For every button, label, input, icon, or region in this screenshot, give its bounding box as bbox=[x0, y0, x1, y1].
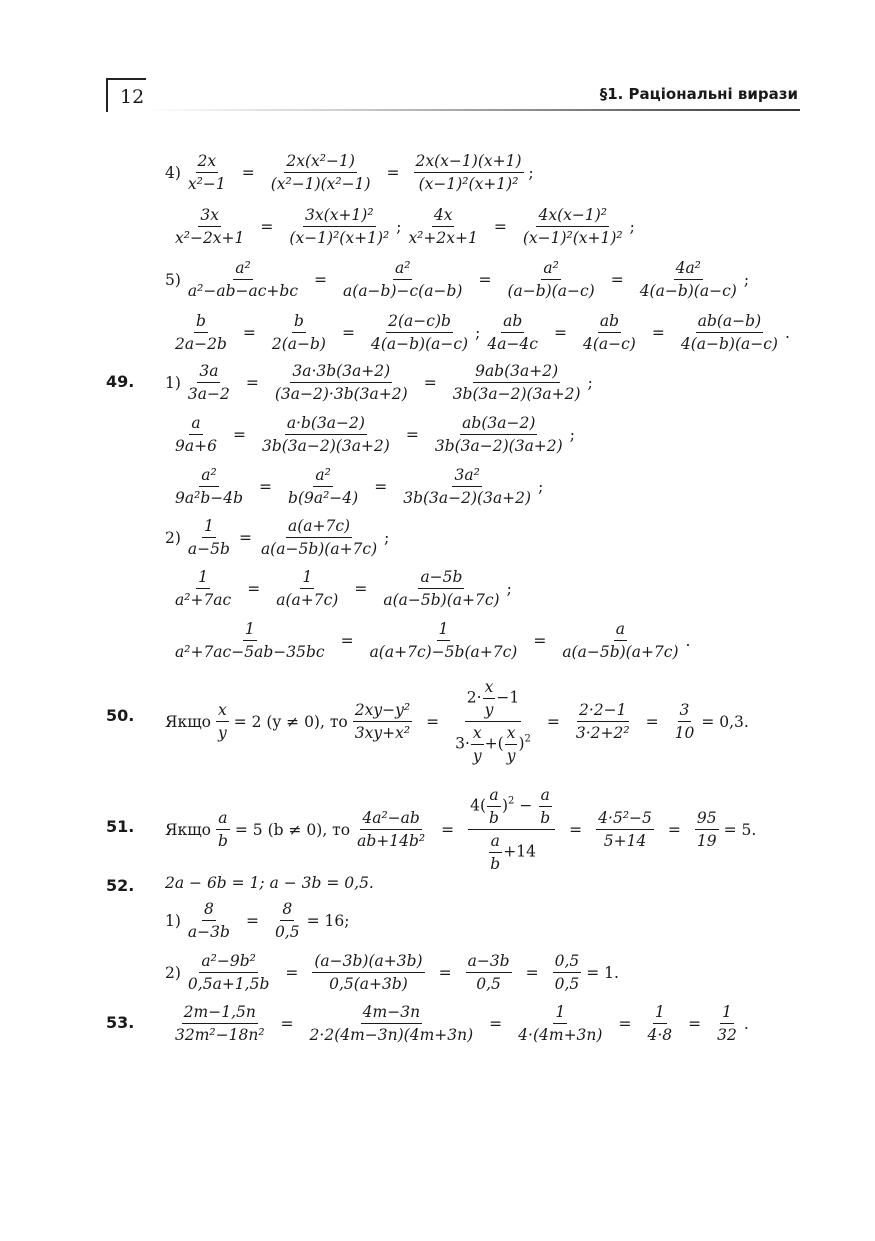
fraction: $\frac{0,5}{0,5}$ bbox=[554, 952, 580, 993]
eq-49-line-3: $\frac{\text{a²}}{\text{9a²b−4b}}$ = $\frac{\text{a²}}{\text{b(9a²−4)}}$ = $\frac{\text{3a²}}{3b(3a-2)(3a+2)}$ ; bbox=[175, 466, 544, 507]
fraction: $\frac{\text{4a²−ab}}{\text{ab+14b²}}$ bbox=[357, 809, 426, 850]
fraction: $\frac{4m-3n}{2\cdot 2(4m-3n)(4m+3n)}$ bbox=[309, 1003, 474, 1044]
eq-4-line-2: $\frac{3x}{\text{x²−2x+1}}$ = $\frac{\text{3x(x+1)²}}{\text{(x−1)²(x+1)²}}$ ; $\frac{4x}{\text{x²+2x+1}}$ = $\frac{\text{4x(x−1)²}}{\text{(x−1)²(x+1)²}}$ ; bbox=[175, 206, 635, 247]
fraction: $\frac{\text{2xy−y²}}{\text{3xy+x²}}$ bbox=[354, 701, 411, 742]
eq-52-line-3: 2) $\frac{\text{a²−9b²}}{0,5a+1,5b}$ = $\frac{(a-3b)(a+3b)}{0,5(a+3b)}$ = $\frac{a-3b}{0,5}$ = $\frac{0,5}{0,5}$ = 1. bbox=[165, 952, 619, 993]
fraction: $\frac{a-3b}{0,5}$ bbox=[467, 952, 510, 993]
fraction: $\frac{a}{a(a-5b)(a+7c)}$ bbox=[562, 620, 679, 661]
fraction: $\frac{\text{4x(x−1)²}}{\text{(x−1)²(x+1)²}}$ bbox=[522, 206, 623, 247]
fraction: $\frac{1}{4\cdot 8}$ bbox=[647, 1003, 673, 1044]
fraction: $\frac{\text{3a²}}{3b(3a-2)(3a+2)}$ bbox=[403, 466, 532, 507]
eq-5-line-1: 5) $\frac{\text{a²}}{\text{a²−ab−ac+bc}}$ = $\frac{\text{a²}}{a(a-b)-c(a-b)}$ = $\frac{\text{a²}}{(a-b)(a-c)}$ = $\frac{\text{4a²}}{4(a-b)(a-c)}$ ; bbox=[165, 259, 750, 300]
eq-51: Якщо $\frac{a}{b}$ = 5 (b ≠ 0), то $\frac{\text{4a²−ab}}{\text{ab+14b²}}$ = 4( $\frac{a}{b}$ )$^2$ − $\frac{a}{b}$ $\frac{a}{b}$ +14 = $\frac{\text{4·5²−5}}{5+14}$ = $\frac{95}{19}$ = 5. bbox=[165, 786, 757, 873]
header-rule bbox=[144, 109, 800, 111]
fraction: $\frac{1}{\text{a²+7ac}}$ bbox=[175, 568, 232, 609]
fraction: $\frac{b}{2a-2b}$ bbox=[175, 312, 227, 353]
eq-4-line-1: 4) $\frac{2x}{\text{x²−1}}$ = $\frac{\text{2x(x²−1)}}{\text{(x²−1)(x²−1)}}$ = $\frac{2x(x-1)(x+1)}{\text{(x−1)²(x+1)²}}$ ; bbox=[165, 152, 534, 193]
fraction: $\frac{ab}{4(a-c)}$ bbox=[582, 312, 636, 353]
eq-49-line-2: $\frac{a}{9a+6}$ = $\frac{a\cdot b(3a-2)}{3b(3a-2)(3a+2)}$ = $\frac{ab(3a-2)}{3b(3a-2)(3a+2)}$ ; bbox=[175, 414, 575, 455]
fraction: $\frac{4x}{\text{x²+2x+1}}$ bbox=[408, 206, 478, 247]
page-header bbox=[106, 78, 800, 112]
eq-49-line-5: $\frac{1}{\text{a²+7ac}}$ = $\frac{1}{a(a+7c)}$ = $\frac{a-5b}{a(a-5b)(a+7c)}$ ; bbox=[175, 568, 512, 609]
complex-fraction: 4( $\frac{a}{b}$ )$^2$ − $\frac{a}{b}$ $\frac{a}{b}$ +14 bbox=[468, 784, 555, 875]
fraction: $\frac{\text{a²}}{\text{b(9a²−4)}}$ bbox=[288, 466, 359, 507]
fraction: $\frac{ab}{4a-4c}$ bbox=[487, 312, 538, 353]
fraction: $\frac{(a-3b)(a+3b)}{0,5(a+3b)}$ bbox=[314, 952, 423, 993]
section-title: §1. Раціональні вирази bbox=[599, 85, 798, 103]
fraction: $\frac{3a\cdot 3b(3a+2)}{(3a-2)\cdot 3b(3a+2)}$ bbox=[274, 362, 408, 403]
fraction: $\frac{95}{19}$ bbox=[696, 809, 717, 850]
eq-49-line-1: 1) $\frac{3a}{3a-2}$ = $\frac{3a\cdot 3b(3a+2)}{(3a-2)\cdot 3b(3a+2)}$ = $\frac{9ab(3a+2)}{3b(3a-2)(3a+2)}$ ; bbox=[165, 362, 593, 403]
fraction: $\frac{1}{a(a+7c)-5b(a+7c)}$ bbox=[369, 620, 518, 661]
fraction: $\frac{a-5b}{a(a-5b)(a+7c)}$ bbox=[383, 568, 500, 609]
fraction: $\frac{x}{y}$ bbox=[217, 701, 227, 742]
fraction: $\frac{a(a+7c)}{a(a-5b)(a+7c)}$ bbox=[260, 517, 378, 558]
eq-49-line-4: 2) $\frac{1}{a-5b}$ = $\frac{a(a+7c)}{a(a-5b)(a+7c)}$ ; bbox=[165, 517, 390, 558]
eq-50: Якщо $\frac{x}{y}$ = 2 (y ≠ 0), то $\frac{\text{2xy−y²}}{\text{3xy+x²}}$ = 2· $\frac{x}{y}$ −1 3· $\frac{x}{y}$ +( $\frac{x}{y}$ )$^2$ = $\frac{2\cdot 2-1}{\text{3·2+2²}}$ = $\frac{3}{10}$ = 0,3. bbox=[165, 678, 749, 765]
fraction: $\frac{\text{3x(x+1)²}}{\text{(x−1)²(x+1)²}}$ bbox=[289, 206, 390, 247]
eq-52-line-1: 2a − 6b = 1; a − 3b = 0,5. bbox=[165, 874, 374, 892]
eq-52-line-2: 1) $\frac{8}{a-3b}$ = $\frac{8}{0,5}$ = 16; bbox=[165, 900, 350, 941]
fraction: $\frac{1}{\text{a²+7ac−5ab−35bc}}$ bbox=[175, 620, 325, 661]
problem-number-51: 51. bbox=[106, 817, 135, 836]
fraction: $\frac{a}{9a+6}$ bbox=[175, 414, 217, 455]
fraction: $\frac{2x}{\text{x²−1}}$ bbox=[187, 152, 226, 193]
fraction: $\frac{b}{2(a-b)}$ bbox=[271, 312, 326, 353]
fraction: $\frac{3a}{3a-2}$ bbox=[187, 362, 230, 403]
fraction: $\frac{9ab(3a+2)}{3b(3a-2)(3a+2)}$ bbox=[452, 362, 581, 403]
fraction: $\frac{\text{a²}}{a(a-b)-c(a-b)}$ bbox=[343, 259, 463, 300]
fraction: $\frac{2(a-c)b}{4(a-b)(a-c)}$ bbox=[370, 312, 469, 353]
fraction: $\frac{1}{4\cdot(4m+3n)}$ bbox=[518, 1003, 603, 1044]
fraction: $\frac{1}{a-5b}$ bbox=[187, 517, 230, 558]
problem-number-52: 52. bbox=[106, 876, 135, 895]
problem-number-50: 50. bbox=[106, 706, 135, 725]
fraction: $\frac{2x(x-1)(x+1)}{\text{(x−1)²(x+1)²}}$ bbox=[415, 152, 522, 193]
problem-number-53: 53. bbox=[106, 1013, 135, 1032]
fraction: $\frac{\text{4a²}}{4(a-b)(a-c)}$ bbox=[639, 259, 737, 300]
fraction: $\frac{8}{0,5}$ bbox=[274, 900, 300, 941]
fraction: $\frac{\text{4·5²−5}}{5+14}$ bbox=[598, 809, 652, 850]
fraction: $\frac{3}{10}$ bbox=[674, 701, 695, 742]
fraction: $\frac{\text{a²}}{(a-b)(a-c)}$ bbox=[507, 259, 595, 300]
fraction: $\frac{\text{2x(x²−1)}}{\text{(x²−1)(x²−1)}}$ bbox=[270, 152, 371, 193]
problem-number-49: 49. bbox=[106, 372, 135, 391]
fraction: $\frac{a}{b}$ bbox=[217, 809, 228, 850]
fraction: $\frac{\text{a²}}{\text{9a²b−4b}}$ bbox=[175, 466, 244, 507]
fraction: $\frac{ab(3a-2)}{3b(3a-2)(3a+2)}$ bbox=[434, 414, 563, 455]
fraction: $\frac{ab(a-b)}{4(a-b)(a-c)}$ bbox=[680, 312, 778, 353]
fraction: $\frac{\text{a²−9b²}}{0,5a+1,5b}$ bbox=[187, 952, 270, 993]
page-number: 12 bbox=[120, 86, 145, 108]
eq-5-line-2: $\frac{b}{2a-2b}$ = $\frac{b}{2(a-b)}$ = $\frac{2(a-c)b}{4(a-b)(a-c)}$ ; $\frac{ab}{4a-4c}$ = $\frac{ab}{4(a-c)}$ = $\frac{ab(a-b)}{4(a-b)(a-c)}$ . bbox=[175, 312, 790, 353]
eq-53: $\frac{2m-1,5n}{\text{32m²−18n²}}$ = $\frac{4m-3n}{2\cdot 2(4m-3n)(4m+3n)}$ = $\frac{1}{4\cdot(4m+3n)}$ = $\frac{1}{4\cdot 8}$ = $\frac{1}{32}$ . bbox=[175, 1003, 749, 1044]
fraction: $\frac{2m-1,5n}{\text{32m²−18n²}}$ bbox=[175, 1003, 265, 1044]
fraction: $\frac{a\cdot b(3a-2)}{3b(3a-2)(3a+2)}$ bbox=[261, 414, 390, 455]
fraction: $\frac{1}{a(a+7c)}$ bbox=[276, 568, 339, 609]
fraction: $\frac{2\cdot 2-1}{\text{3·2+2²}}$ bbox=[575, 701, 630, 742]
fraction: $\frac{\text{a²}}{\text{a²−ab−ac+bc}}$ bbox=[187, 259, 299, 300]
fraction: $\frac{1}{32}$ bbox=[717, 1003, 737, 1044]
fraction: $\frac{8}{a-3b}$ bbox=[187, 900, 230, 941]
fraction: $\frac{3x}{\text{x²−2x+1}}$ bbox=[175, 206, 245, 247]
eq-49-line-6: $\frac{1}{\text{a²+7ac−5ab−35bc}}$ = $\frac{1}{a(a+7c)-5b(a+7c)}$ = $\frac{a}{a(a-5b)(a+7c)}$ . bbox=[175, 620, 691, 661]
complex-fraction: 2· $\frac{x}{y}$ −1 3· $\frac{x}{y}$ +( $\frac{x}{y}$ )$^2$ bbox=[455, 678, 531, 765]
